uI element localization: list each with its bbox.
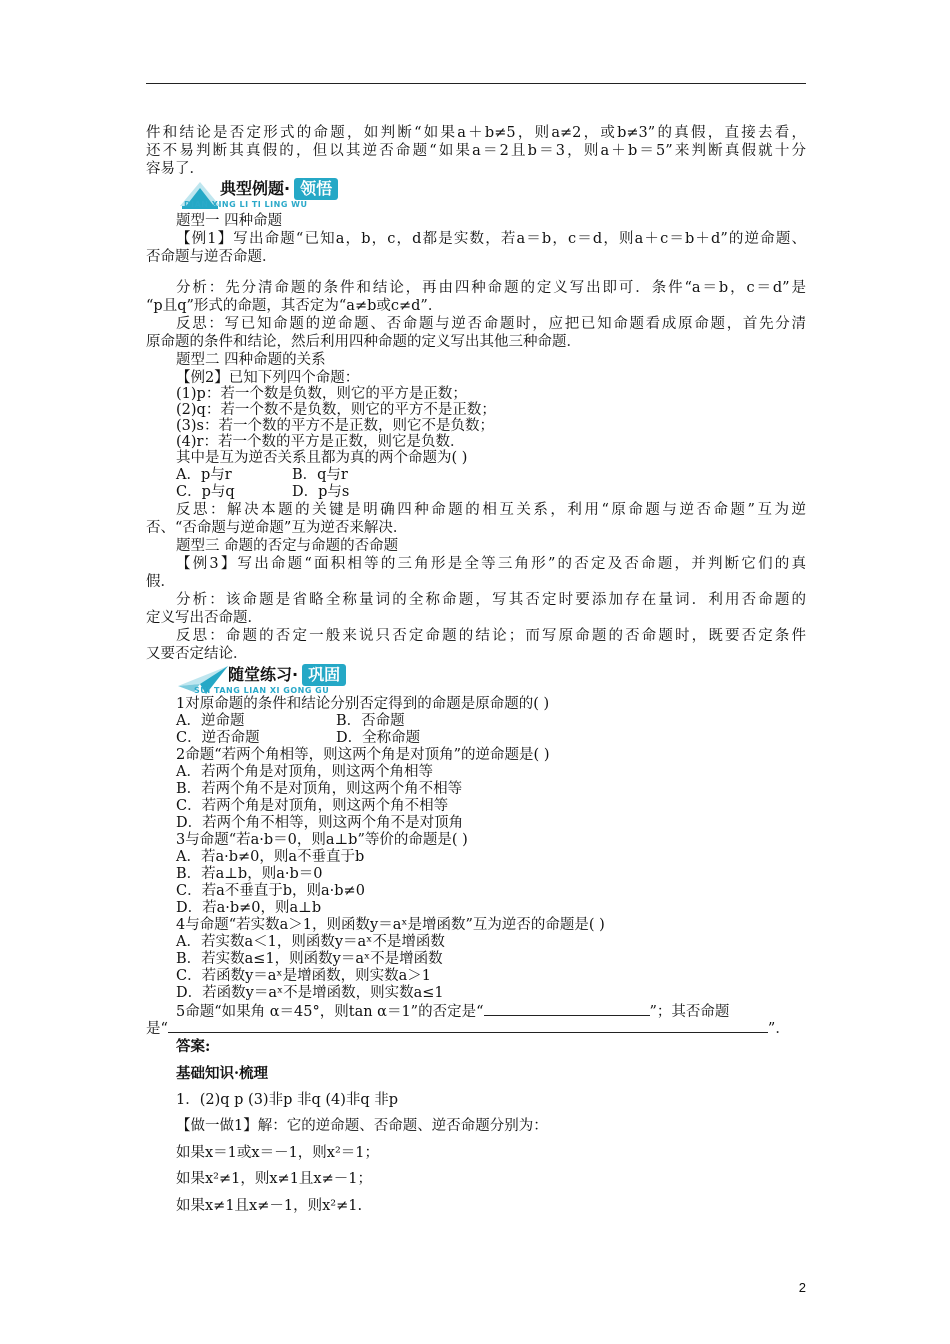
answers-subheading: 基础知识·梳理: [176, 1065, 269, 1082]
reflection-2-line-2: 否、“否命题与逆命题”互为逆否来解决．: [146, 520, 408, 536]
example-1-line-2: 否命题与逆否命题．: [146, 249, 277, 265]
exercise-4-option-b: B．若实数a≤1，则函数y＝aˣ不是增函数: [176, 951, 443, 967]
answer-blank-inverse[interactable]: [168, 1019, 768, 1033]
proposition-p: (1)p：若一个数是负数，则它的平方是正数；: [176, 386, 467, 402]
page-number: 2: [798, 1280, 806, 1295]
proposition-s: (3)s：若一个数的平方不是正数，则它不是负数；: [176, 418, 494, 434]
exercise-4-question: 4与命题“若实数a＞1，则函数y＝aˣ是增函数”互为逆否的命题是( ): [176, 917, 605, 933]
reflection-2-line-1: 反思：解决本题的关键是明确四种命题的相互关系，利用“原命题与逆否命题”互为逆: [176, 502, 806, 518]
exercise-2-question: 2命题“若两个角相等，则这两个角是对顶角”的逆命题是( ): [176, 747, 550, 763]
reflection-1-line-1: 反思：写已知命题的逆命题、否命题与逆否命题时，应把已知命题看成原命题，首先分清: [176, 316, 806, 332]
answer-line-2: 【做一做1】解：它的逆命题、否命题、逆否命题分别为：: [176, 1118, 548, 1134]
reflection-3-line-1: 反思：命题的否定一般来说只否定命题的结论；而写原命题的否命题时，既要否定条件: [176, 628, 806, 644]
section-banner-typical-examples: [176, 174, 396, 214]
example-3-line-1: 【例3】写出命题“面积相等的三角形是全等三角形”的否定及否命题，并判断它们的真: [176, 556, 806, 572]
exercise-4-option-a: A．若实数a＜1，则函数y＝aˣ不是增函数: [176, 934, 445, 950]
example-2-option-b: B．q与r: [292, 467, 348, 483]
exercise-1-option-b: B．否命题: [336, 713, 405, 729]
exercise-4-option-c: C．若函数y＝aˣ是增函数，则实数a＞1: [176, 968, 431, 984]
answers-heading: 答案:: [176, 1038, 211, 1055]
example-2-option-d: D．p与s: [292, 484, 350, 500]
answer-line-3: 如果x＝1或x＝－1，则x²＝1；: [176, 1145, 380, 1161]
proposition-r: (4)r：若一个数的平方是正数，则它是负数．: [176, 434, 465, 450]
example-2-option-c: C．p与q: [176, 484, 235, 500]
exercise-2-option-c: C．若两个角是对顶角，则这两个角不相等: [176, 798, 449, 814]
exercise-1-option-c: C．逆否命题: [176, 730, 260, 746]
exercise-4-option-d: D．若函数y＝aˣ不是增函数，则实数a≤1: [176, 985, 444, 1001]
exercise-1-option-a: A．逆命题: [176, 713, 245, 729]
type-3-heading: 题型三 命题的否定与命题的否命题: [176, 538, 399, 554]
type-2-heading: 题型二 四种命题的关系: [176, 352, 326, 368]
banner-title: 随堂练习· 巩固: [228, 664, 346, 686]
intro-line-3: 容易了．: [146, 161, 204, 177]
banner-title: 典型例题· 领悟: [220, 178, 338, 200]
exercise-3-option-c: C．若a不垂直于b，则a·b≠0: [176, 883, 365, 899]
analysis-3-line-2: 定义写出否命题．: [146, 610, 262, 626]
exercise-3-option-a: A．若a·b≠0，则a不垂直于b: [176, 849, 365, 865]
exercise-2-option-a: A．若两个角是对顶角，则这两个角相等: [176, 764, 433, 780]
exercise-3-option-b: B．若a⊥b，则a·b＝0: [176, 866, 323, 882]
exercise-2-option-d: D．若两个角不相等，则这两个角不是对顶角: [176, 815, 464, 831]
answer-blank-negation[interactable]: [484, 1002, 650, 1016]
proposition-q: (2)q：若一个数不是负数，则它的平方不是正数；: [176, 402, 496, 418]
example-2-option-a: A．p与r: [176, 467, 232, 483]
example-3-line-2: 假．: [146, 574, 175, 590]
intro-line-2: 还不易判断其真假的，但以其逆否命题“如果a＝2且b＝3，则a＋b＝5”来判断真假就十分: [146, 143, 806, 159]
example-2-line: 【例2】已知下列四个命题：: [176, 370, 360, 386]
section-banner-practice: [176, 660, 396, 700]
answer-line-1: 1．(2)q p (3)非p 非q (4)非q 非p: [176, 1092, 399, 1108]
exercise-2-option-b: B．若两个角不是对顶角，则这两个角不相等: [176, 781, 463, 797]
header-rule: [146, 83, 806, 84]
exercise-5-line-2: 是“ ”．: [146, 1021, 790, 1037]
analysis-1-line-2: “p且q”形式的命题，其否定为“a≠b或c≠d”．: [146, 298, 443, 314]
reflection-1-line-2: 原命题的条件和结论，然后利用四种命题的定义写出其他三种命题．: [146, 334, 581, 350]
analysis-1-line-1: 分析：先分清命题的条件和结论，再由四种命题的定义写出即可．条件“a＝b，c＝d”是: [176, 280, 806, 296]
exercise-3-option-d: D．若a·b≠0，则a⊥b: [176, 900, 322, 916]
answer-line-4: 如果x²≠1，则x≠1且x≠－1；: [176, 1171, 372, 1187]
exercise-3-question: 3与命题“若a·b＝0，则a⊥b”等价的命题是( ): [176, 832, 468, 848]
intro-line-1: 件和结论是否定形式的命题，如判断“如果a＋b≠5，则a≠2，或b≠3”的真假，直接去看，: [146, 125, 806, 141]
banner-subtitle: DIAN XING LI TI LING WU: [184, 200, 308, 209]
type-1-heading: 题型一 四种命题: [176, 213, 283, 229]
answer-line-5: 如果x≠1且x≠－1，则x²≠1.: [176, 1198, 363, 1214]
exercise-1-option-d: D．全称命题: [336, 730, 421, 746]
reflection-3-line-2: 又要否定结论．: [146, 646, 248, 662]
banner-subtitle: SUI TANG LIAN XI GONG GU: [194, 686, 330, 695]
analysis-3-line-1: 分析：该命题是省略全称量词的全称命题，写其否定时要添加存在量词．利用否命题的: [176, 592, 806, 608]
exercise-5-line-1: 5命题“如果角 α＝45°，则tan α＝1”的否定是“ ”；其否命题: [176, 1004, 730, 1020]
example-1-line-1: 【例1】写出命题“已知a，b，c，d都是实数，若a＝b，c＝d，则a＋c＝b＋d”的逆命题、: [176, 231, 806, 247]
example-2-question: 其中是互为逆否关系且都为真的两个命题为( ): [176, 450, 468, 466]
exercise-1-question: 1对原命题的条件和结论分别否定得到的命题是原命题的( ): [176, 696, 550, 712]
